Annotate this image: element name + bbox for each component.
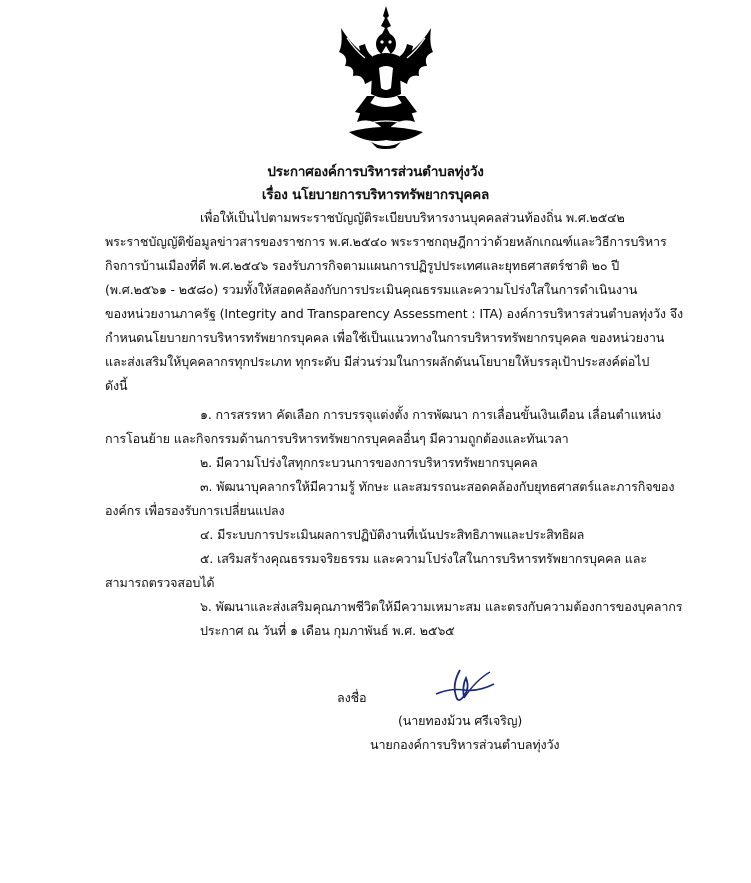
policy-item-3: ๓. พัฒนาบุคลากรให้มีความรู้ ทักษะ และสมรรถนะสอดคล้องกับยุทธศาสตร์และภารกิจของ <box>200 479 675 494</box>
intro-line: พระราชบัญญัติข้อมูลข่าวสารของราชการ พ.ศ.๒๕๔๐ พระราชกฤษฎีกาว่าด้วยหลักเกณฑ์และวิธีการบริหาร <box>105 234 667 249</box>
intro-line: กำหนดนโยบายการบริหารทรัพยากรบุคคล เพื่อใช้เป็นแนวทางในการบริหารทรัพยากรบุคคล ของหน่วยงาน <box>105 330 665 345</box>
policy-item-6: ๖. พัฒนาและส่งเสริมคุณภาพชีวิตให้มีความเหมาะสม และตรงกับความต้องการของบุคลากร <box>200 599 683 614</box>
intro-line: เพื่อให้เป็นไปตามพระราชบัญญัติระเบียบบริหารงานบุคคลส่วนท้องถิ่น พ.ศ.๒๕๔๒ <box>200 210 625 225</box>
policy-item-3-cont: องค์กร เพื่อรองรับการเปลี่ยนแปลง <box>105 503 285 518</box>
policy-item-4: ๔. มีระบบการประเมินผลการปฏิบัติงานที่เน้นประสิทธิภาพและประสิทธิผล <box>200 527 585 542</box>
intro-line: กิจการบ้านเมืองที่ดี พ.ศ.๒๕๔๖ รองรับภารกิจตามแผนการปฏิรูปประเทศและยุทธศาสตร์ชาติ ๒๐ ปี <box>105 258 620 273</box>
signer-name: (นายทองม้วน ศรีเจริญ) <box>398 713 523 728</box>
intro-line: (พ.ศ.๒๕๖๑ - ๒๕๘๐) รวมทั้งให้สอดคล้องกับการประเมินคุณธรรมและความโปร่งใสในการดำเนินงาน <box>105 282 638 297</box>
intro-line: ดังนี้ <box>105 378 128 393</box>
policy-item-5-cont: สามารถตรวจสอบได้ <box>105 575 215 590</box>
garuda-emblem-icon <box>335 4 437 150</box>
handwritten-signature <box>430 666 500 710</box>
policy-item-2: ๒. มีความโปร่งใสทุกกระบวนการของการบริหารทรัพยากรบุคคล <box>200 455 538 470</box>
policy-item-5: ๕. เสริมสร้างคุณธรรมจริยธรรม และความโปร่งใสในการบริหารทรัพยากรบุคคล และ <box>200 551 647 566</box>
policy-item-1-cont: การโอนย้าย และกิจกรรมด้านการบริหารทรัพยากรบุคคลอื่นๆ มีความถูกต้องและทันเวลา <box>105 431 569 446</box>
announcement-title: ประกาศองค์การบริหารส่วนตำบลทุ่งวัง <box>267 164 484 180</box>
announcement-subject: เรื่อง นโยบายการบริหารทรัพยากรบุคคล <box>261 187 490 203</box>
announce-date: ประกาศ ณ วันที่ ๑ เดือน กุมภาพันธ์ พ.ศ. ๒๕๖๕ <box>200 623 455 638</box>
sign-label: ลงชื่อ <box>337 690 367 705</box>
intro-line: ของหน่วยงานภาครัฐ (Integrity and Transparency Assessment : ITA) องค์การบริหารส่วนตำบลทุ่งวัง จึง <box>105 306 683 321</box>
signer-position: นายกองค์การบริหารส่วนตำบลทุ่งวัง <box>370 737 560 752</box>
intro-line: และส่งเสริมให้บุคคลากรทุกประเภท ทุกระดับ มีส่วนร่วมในการผลักดันนโยบายให้บรรลุเป้าประสงค์ต่อไป <box>105 354 650 369</box>
policy-item-1: ๑. การสรรหา คัดเลือก การบรรจุแต่งตั้ง การพัฒนา การเลื่อนขั้นเงินเดือน เลื่อนตำแหน่ง <box>200 407 662 422</box>
